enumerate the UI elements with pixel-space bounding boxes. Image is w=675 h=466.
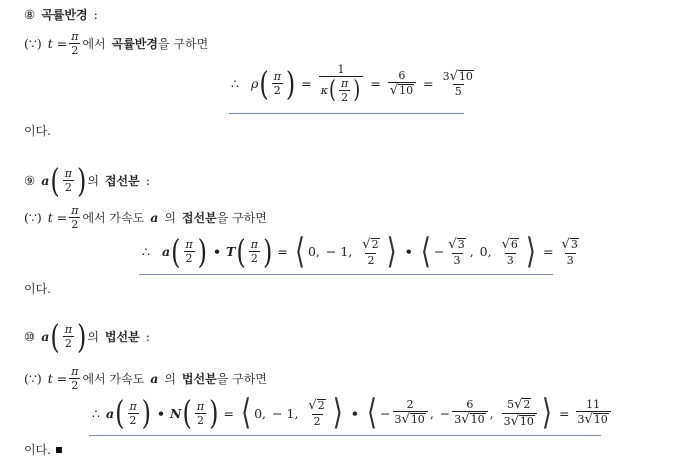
section-10-heading <box>24 317 150 356</box>
right-paren: ) <box>262 232 273 271</box>
component: − 1, <box>272 405 299 421</box>
two-over-3sqrt10: 2 3 √ 10 <box>393 399 428 427</box>
pi-over-2: $\frac{\pi}{2}$ <box>71 30 79 57</box>
pi-over-2: $\frac{\pi}{2}$ <box>185 238 193 266</box>
comma: , <box>469 244 474 260</box>
pi-over-2: $\frac{\pi}{2}$ <box>64 167 72 194</box>
right-paren: ) <box>141 394 152 433</box>
because-mark: (∵) <box>24 210 42 225</box>
comma: , <box>429 405 434 421</box>
final-line <box>24 441 62 458</box>
dot-product: • <box>157 405 166 421</box>
right-paren: ) <box>197 232 208 271</box>
circled-number-10: ⑩ <box>24 329 36 344</box>
ui-text: 의 <box>164 211 176 225</box>
component: − 1, <box>325 244 353 260</box>
equals: = <box>543 244 554 260</box>
equation-underline <box>89 435 601 436</box>
equals: = <box>277 244 288 260</box>
left-paren: ( <box>236 232 246 271</box>
six-over-3sqrt10: 6 3 √ 10 <box>452 399 487 427</box>
minus-sign: − <box>380 405 391 421</box>
section-8-title: 곡률반경 <box>41 8 88 22</box>
left-paren: ( <box>50 317 60 356</box>
dot-product: • <box>350 405 359 421</box>
section-8-equation <box>231 64 478 103</box>
eseo-text: 에서 가속도 <box>82 372 145 386</box>
left-paren: ( <box>115 394 125 433</box>
ui-text: 의 <box>87 330 99 344</box>
right-angle: ⟩ <box>525 231 537 273</box>
dot-product: • <box>213 244 222 260</box>
sqrt2-over-2: √ 2 2 <box>308 398 325 428</box>
three-sqrt10-over-5: 3 √ 10 5 <box>442 68 473 99</box>
left-angle: ⟨ <box>420 231 431 273</box>
sqrt3-over-3: √ 3 3 <box>561 237 578 267</box>
rho-symbol: ρ <box>250 76 259 91</box>
section-8-heading <box>24 6 98 23</box>
one-over-kappa: 1 κ ( $\frac{\pi}{2}$ ) <box>319 64 364 103</box>
section-9-equation <box>142 231 583 273</box>
comma: , <box>489 405 494 421</box>
section-9-reason <box>24 205 267 230</box>
t-equals: t = <box>47 371 68 386</box>
pi-over-2: $\frac{\pi}{2}$ <box>196 399 205 427</box>
sqrt2-over-2: √ 2 2 <box>362 237 379 267</box>
pi-over-2: $\frac{\pi}{2}$ <box>64 323 72 350</box>
section-9-title: 접선분 <box>104 174 140 188</box>
left-paren: ( <box>50 161 60 200</box>
equals: = <box>423 76 434 91</box>
sqrt6-over-3: √ 6 3 <box>501 237 518 267</box>
section-9-heading <box>24 161 150 200</box>
right-paren: ) <box>76 161 87 200</box>
component: 0, <box>307 244 320 260</box>
ida-text: 이다. <box>24 443 51 457</box>
right-paren: ) <box>76 317 87 356</box>
dot-product: • <box>404 244 413 260</box>
component: 0, <box>254 405 267 421</box>
equals: = <box>559 405 570 421</box>
eleven-over-3sqrt10: 11 3 √ 10 <box>576 399 611 427</box>
vector-T: T <box>226 244 236 260</box>
pi-over-2: $\frac{\pi}{2}$ <box>250 238 258 266</box>
minus-sign: − <box>439 405 451 421</box>
equation-underline <box>229 113 464 114</box>
ui-text: 의 <box>164 372 176 386</box>
right-angle: ⟩ <box>386 231 397 273</box>
pi-over-2: $\frac{\pi}{2}$ <box>273 70 281 97</box>
vector-a: a <box>105 405 115 421</box>
equals: = <box>370 76 381 91</box>
left-paren: ( <box>182 394 192 433</box>
equation-underline <box>139 274 553 275</box>
vector-a: a <box>150 371 159 386</box>
section-10-reason <box>24 366 267 391</box>
vector-N: N <box>170 405 182 421</box>
term-text: 곡률반경 <box>111 37 158 51</box>
left-paren: ( <box>259 64 269 103</box>
equals: = <box>301 76 312 91</box>
sqrt3-over-3: √ 3 3 <box>448 237 465 267</box>
vector-a: a <box>150 210 159 225</box>
ida-text: 이다. <box>24 124 51 138</box>
eseo-text: 에서 <box>82 37 106 51</box>
eseo-text: 에서 가속도 <box>82 211 145 225</box>
right-angle: ⟩ <box>541 392 553 434</box>
left-angle: ⟨ <box>294 231 305 273</box>
ui-text: 의 <box>87 174 99 188</box>
section-10-title: 법선분 <box>104 330 140 344</box>
therefore-mark: ∴ <box>231 76 239 91</box>
vector-a: a <box>41 173 50 188</box>
circled-number-8: ⑧ <box>24 7 36 22</box>
vector-a: a <box>41 329 50 344</box>
rest-text: 을 구하면 <box>158 37 209 51</box>
six-over-sqrt10: 6 √ 10 <box>388 70 416 98</box>
component: 0, <box>479 244 492 260</box>
left-angle: ⟨ <box>366 392 378 434</box>
rest-text: 을 구하면 <box>216 372 267 386</box>
therefore-mark: ∴ <box>92 405 100 421</box>
5sqrt2-over-3sqrt10: 5 √ 2 3 √ 10 <box>502 398 537 428</box>
because-mark: (∵) <box>24 36 42 51</box>
right-paren: ) <box>209 394 219 433</box>
pi-over-2: $\frac{\pi}{2}$ <box>71 204 79 231</box>
circled-number-9: ⑨ <box>24 173 36 188</box>
left-angle: ⟨ <box>240 392 252 434</box>
qed-square-icon <box>56 447 62 453</box>
pi-over-2: $\frac{\pi}{2}$ <box>129 399 137 427</box>
section-10-equation <box>92 392 613 434</box>
term-text: 법선분 <box>181 372 217 386</box>
because-mark: (∵) <box>24 371 42 386</box>
pi-over-2: $\frac{\pi}{2}$ <box>71 365 79 392</box>
rest-text: 을 구하면 <box>216 211 267 225</box>
equals: = <box>223 405 234 421</box>
ida-text: 이다. <box>24 282 51 296</box>
section-8-reason <box>24 31 208 56</box>
t-equals: t = <box>47 36 68 51</box>
therefore-mark: ∴ <box>142 244 150 260</box>
vector-a: a <box>161 244 171 260</box>
right-paren: ) <box>285 64 296 103</box>
left-paren: ( <box>171 232 181 271</box>
colon: : <box>93 7 98 22</box>
t-equals: t = <box>47 210 68 225</box>
colon: : <box>145 329 150 344</box>
right-angle: ⟩ <box>332 392 343 434</box>
term-text: 접선분 <box>181 211 217 225</box>
minus-sign: − <box>433 244 445 260</box>
colon: : <box>145 173 150 188</box>
